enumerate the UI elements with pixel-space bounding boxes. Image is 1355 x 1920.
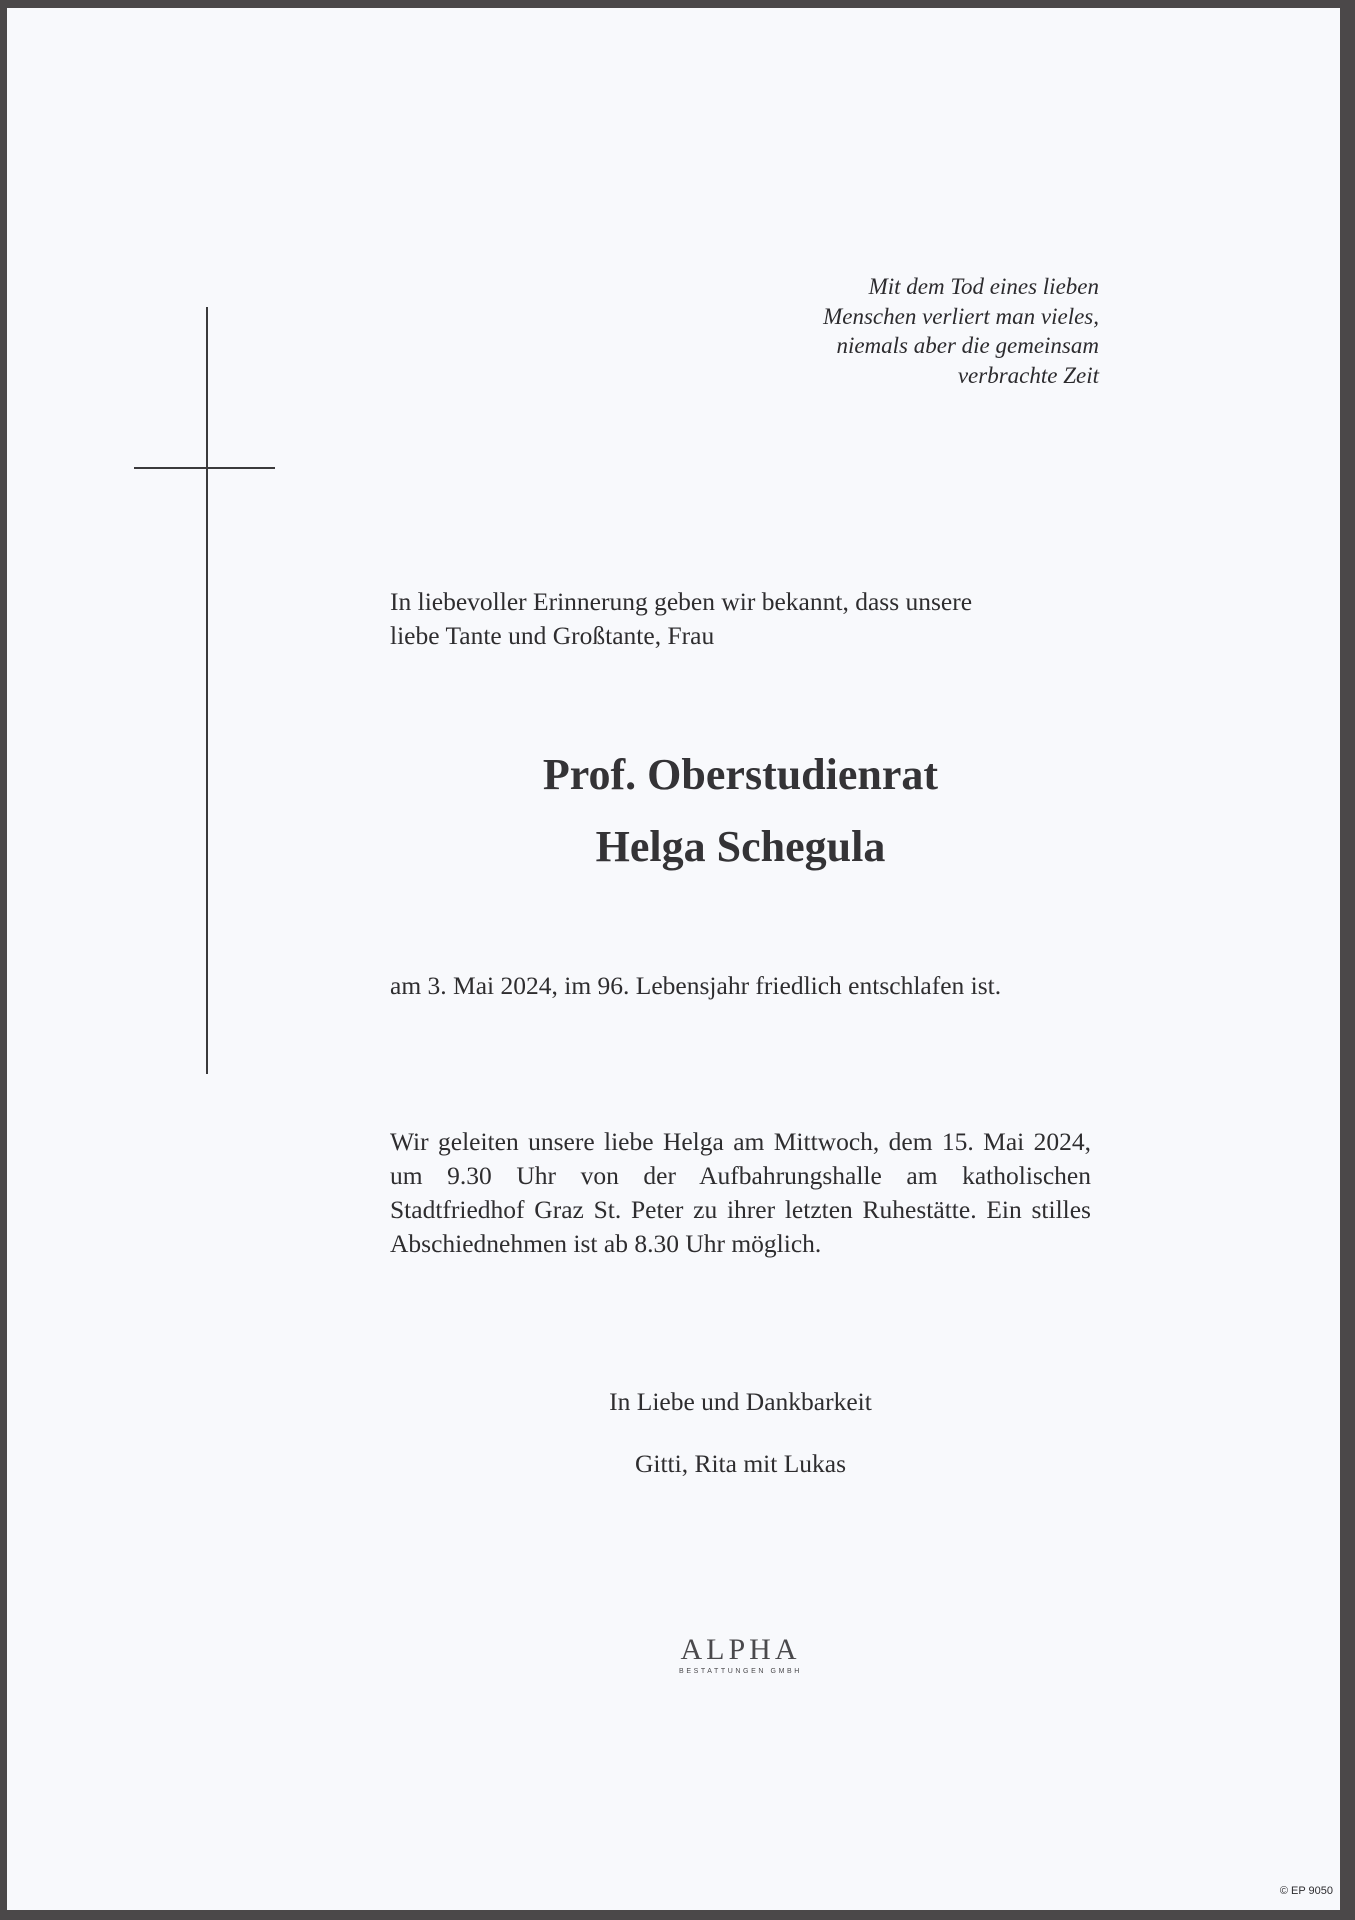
obituary-card bbox=[7, 8, 1340, 1910]
family-signature: Gitti, Rita mit Lukas bbox=[634, 1449, 847, 1478]
deceased-name-block bbox=[390, 739, 1091, 883]
quote-line: Menschen verliert man vieles, bbox=[823, 303, 1099, 329]
cross-crossbar bbox=[134, 467, 275, 469]
funeral-home-logo bbox=[390, 1633, 1091, 1677]
quote-line: niemals aber die gemeinsam bbox=[836, 333, 1099, 358]
closing-phrase: In Liebe und Dankbarkeit bbox=[609, 1387, 872, 1416]
intro-line: liebe Tante und Großtante, Frau bbox=[390, 621, 715, 650]
deceased-name: Helga Schegula bbox=[595, 822, 886, 871]
quote-line: Mit dem Tod eines lieben bbox=[868, 274, 1099, 299]
quote-line: verbrachte Zeit bbox=[957, 362, 1099, 388]
deceased-title: Prof. Oberstudienrat bbox=[542, 750, 939, 799]
copyright-notice: © EP 9050 bbox=[1279, 1885, 1333, 1897]
passing-statement: am 3. Mai 2024, im 96. Lebensjahr friedlich entschlafen ist. bbox=[390, 971, 1002, 1000]
funeral-details: Wir geleiten unsere liebe Helga am Mittwoch, dem 15. Mai 2024, um 9.30 Uhr von der Aufbahrungshalle am katholischen Stadtfriedhof Graz St. Peter zu ihrer letzten Ruhestätte. Ein stilles Abschiednehmen ist ab 8.30 Uhr möglich. bbox=[390, 1127, 1091, 1258]
memorial-quote bbox=[823, 272, 1099, 390]
cross-icon bbox=[206, 307, 208, 1074]
logo-subtitle: BESTATTUNGEN GMBH bbox=[679, 1668, 802, 1675]
logo-name: ALPHA bbox=[680, 1633, 801, 1666]
announcement-intro bbox=[390, 585, 1091, 653]
intro-line: In liebevoller Erinnerung geben wir bekannt, dass unsere bbox=[390, 587, 973, 616]
